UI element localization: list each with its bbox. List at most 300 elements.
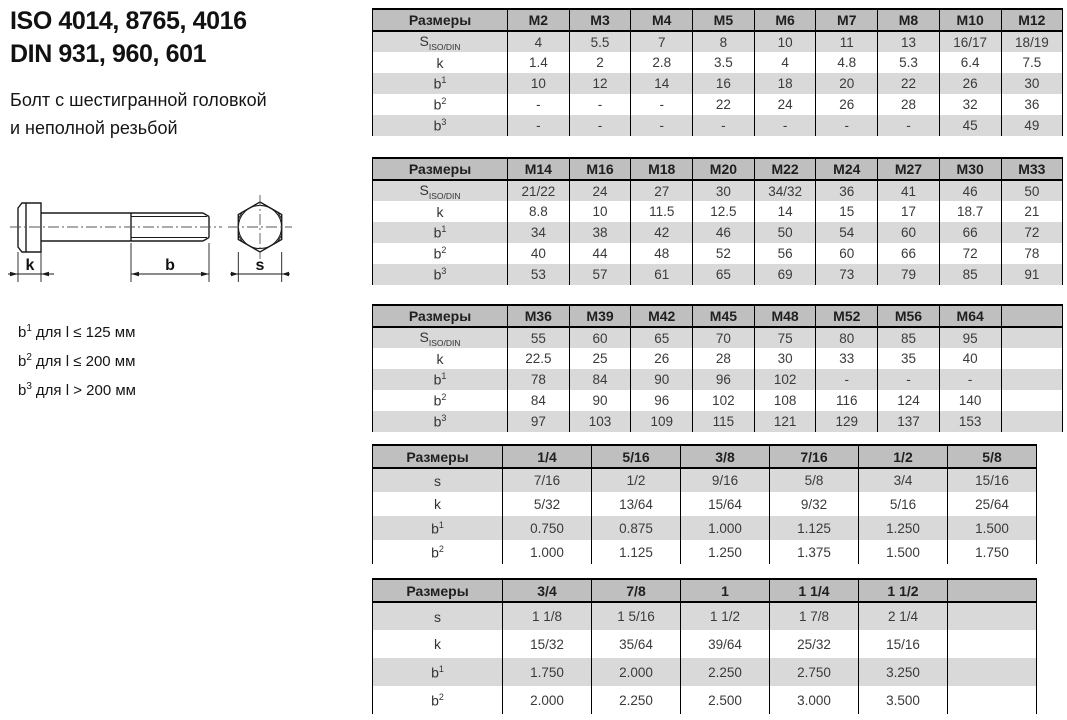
value-cell: 21/22	[508, 180, 570, 201]
size-column-header: M64	[939, 305, 1001, 327]
dim-table-metric-m36-m64	[372, 304, 1063, 432]
value-cell: 85	[939, 264, 1001, 285]
value-cell: 22.5	[508, 348, 570, 369]
footnote-text: для l ≤ 125 мм	[35, 324, 136, 341]
header-row	[373, 9, 1063, 31]
size-column-header: M20	[693, 158, 755, 180]
row-label: $b^2$	[373, 540, 503, 564]
value-cell: 115	[693, 411, 755, 432]
value-cell: 2.750	[770, 658, 859, 686]
size-column-header: 7/8	[592, 579, 681, 602]
table-row	[373, 630, 1037, 658]
value-cell: 12	[569, 73, 631, 94]
value-cell: 42	[631, 222, 693, 243]
value-cell: 84	[508, 390, 570, 411]
value-cell: 3.000	[770, 686, 859, 714]
size-column-header: M12	[1001, 9, 1063, 31]
size-column-header: M2	[508, 9, 570, 31]
value-cell: 129	[816, 411, 878, 432]
value-cell: -	[631, 94, 693, 115]
value-cell: 96	[631, 390, 693, 411]
din-standards-title: DIN 931, 960, 601	[10, 40, 207, 68]
value-cell: 6.4	[939, 52, 1001, 73]
header-row	[373, 305, 1063, 327]
value-cell: 85	[878, 327, 940, 348]
value-cell: 17	[878, 201, 940, 222]
value-cell: 10	[508, 73, 570, 94]
value-cell: 70	[693, 327, 755, 348]
value-cell: 91	[1001, 264, 1063, 285]
value-cell: 16	[693, 73, 755, 94]
iso-standards-title: ISO 4014, 8765, 4016	[10, 7, 247, 35]
footnote-text: для l ≤ 200 мм	[35, 353, 136, 370]
value-cell: 15/16	[948, 468, 1037, 492]
value-cell: 14	[631, 73, 693, 94]
value-cell: 1.500	[948, 516, 1037, 540]
value-cell: 2 1/4	[859, 602, 948, 630]
size-column-header: M10	[939, 9, 1001, 31]
table-row	[373, 52, 1063, 73]
value-cell: 1 5/16	[592, 602, 681, 630]
table-row	[373, 390, 1063, 411]
footnote-sup: 2	[26, 352, 32, 363]
row-label: k	[373, 492, 503, 516]
value-cell: 72	[939, 243, 1001, 264]
value-cell: 34	[508, 222, 570, 243]
size-column-header: M30	[939, 158, 1001, 180]
header-row	[373, 445, 1037, 468]
value-cell: 8.8	[508, 201, 570, 222]
value-cell: 22	[878, 73, 940, 94]
row-label: $b^1$	[373, 222, 508, 243]
value-cell: 2.500	[681, 686, 770, 714]
table-row	[373, 492, 1037, 516]
table-row	[373, 369, 1063, 390]
value-cell: 109	[631, 411, 693, 432]
table-row	[373, 222, 1063, 243]
value-cell: 10	[754, 31, 816, 52]
size-column-header: M45	[693, 305, 755, 327]
value-cell: 26	[816, 94, 878, 115]
value-cell: 0.875	[592, 516, 681, 540]
row-label: $S_{ISO/DIN}$	[373, 31, 508, 52]
value-cell: 1.750	[503, 658, 592, 686]
value-cell: 44	[569, 243, 631, 264]
size-column-header: M39	[569, 305, 631, 327]
value-cell: 5/8	[770, 468, 859, 492]
value-cell: 57	[569, 264, 631, 285]
dim-table-inch-1-4-to-5-8	[372, 444, 1037, 564]
row-label: $b^2$	[373, 94, 508, 115]
value-cell: 26	[939, 73, 1001, 94]
size-column-header: M14	[508, 158, 570, 180]
value-cell: 38	[569, 222, 631, 243]
info-panel	[10, 5, 360, 142]
value-cell: 5.5	[569, 31, 631, 52]
value-cell: 65	[631, 327, 693, 348]
value-cell: 55	[508, 327, 570, 348]
value-cell: 90	[569, 390, 631, 411]
row-label: $S_{ISO/DIN}$	[373, 180, 508, 201]
value-cell: 53	[508, 264, 570, 285]
value-cell: 28	[693, 348, 755, 369]
size-column-header: M56	[878, 305, 940, 327]
value-cell: 102	[754, 369, 816, 390]
footnote-symbol: b	[18, 353, 27, 370]
value-cell: 5/32	[503, 492, 592, 516]
size-column-header: 3/4	[503, 579, 592, 602]
value-cell: 4	[754, 52, 816, 73]
value-cell: 9/16	[681, 468, 770, 492]
value-cell: 2.250	[592, 686, 681, 714]
table-row	[373, 31, 1063, 52]
value-cell: 60	[878, 222, 940, 243]
value-cell: 1.500	[859, 540, 948, 564]
footnote-sup: 3	[26, 381, 32, 392]
value-cell: 35/64	[592, 630, 681, 658]
value-cell: -	[569, 115, 631, 136]
table-row	[373, 602, 1037, 630]
size-column-header: M3	[569, 9, 631, 31]
value-cell: 1 1/2	[681, 602, 770, 630]
size-column-header: M18	[631, 158, 693, 180]
row-label: s	[373, 602, 503, 630]
size-column-header: 1/2	[859, 445, 948, 468]
value-cell: 15/64	[681, 492, 770, 516]
size-column-header: M42	[631, 305, 693, 327]
value-cell	[1001, 327, 1063, 348]
value-cell: 1.125	[592, 540, 681, 564]
dim-label-s: s	[255, 257, 265, 274]
value-cell: 80	[816, 327, 878, 348]
value-cell: 69	[754, 264, 816, 285]
size-column-header: 1/4	[503, 445, 592, 468]
row-label-column-header: Размеры	[373, 579, 503, 602]
footnote-symbol: b	[18, 324, 27, 341]
value-cell: 140	[939, 390, 1001, 411]
value-cell: 3.5	[693, 52, 755, 73]
value-cell: 3/4	[859, 468, 948, 492]
value-cell: -	[878, 115, 940, 136]
value-cell: 36	[816, 180, 878, 201]
value-cell: 15	[816, 201, 878, 222]
value-cell: 30	[754, 348, 816, 369]
value-cell: 72	[1001, 222, 1063, 243]
value-cell: 21	[1001, 201, 1063, 222]
bolt-technical-drawing	[6, 190, 316, 300]
value-cell: 7.5	[1001, 52, 1063, 73]
value-cell: 15/32	[503, 630, 592, 658]
value-cell: 65	[693, 264, 755, 285]
value-cell: 48	[631, 243, 693, 264]
value-cell: 2.000	[503, 686, 592, 714]
value-cell: 10	[569, 201, 631, 222]
value-cell: 46	[693, 222, 755, 243]
value-cell: 2.8	[631, 52, 693, 73]
dim-table-inch-3-4-to-1-1-2	[372, 578, 1037, 714]
footnote-sup: 1	[26, 323, 32, 334]
table-row	[373, 327, 1063, 348]
value-cell: 96	[693, 369, 755, 390]
value-cell: 4.8	[816, 52, 878, 73]
product-description-line2: и неполной резьбой	[10, 118, 178, 138]
value-cell: 3.250	[859, 658, 948, 686]
value-cell	[948, 630, 1037, 658]
table-row	[373, 468, 1037, 492]
value-cell: 1.375	[770, 540, 859, 564]
value-cell: 13/64	[592, 492, 681, 516]
value-cell: 14	[754, 201, 816, 222]
value-cell: -	[816, 115, 878, 136]
row-label: s	[373, 468, 503, 492]
row-label: $b^1$	[373, 658, 503, 686]
value-cell: 18.7	[939, 201, 1001, 222]
value-cell: -	[569, 94, 631, 115]
table-row	[373, 411, 1063, 432]
footnote-text: для l > 200 мм	[35, 382, 136, 399]
size-column-header: M7	[816, 9, 878, 31]
value-cell: 4	[508, 31, 570, 52]
dimension-lines	[8, 243, 290, 282]
table-row	[373, 348, 1063, 369]
row-label: $b^1$	[373, 516, 503, 540]
row-label: $b^2$	[373, 686, 503, 714]
row-label: $b^1$	[373, 73, 508, 94]
value-cell: -	[631, 115, 693, 136]
value-cell: 56	[754, 243, 816, 264]
value-cell: 75	[754, 327, 816, 348]
value-cell: -	[693, 115, 755, 136]
value-cell: 30	[693, 180, 755, 201]
value-cell: 90	[631, 369, 693, 390]
size-column-header: M24	[816, 158, 878, 180]
table-row	[373, 94, 1063, 115]
value-cell: 124	[878, 390, 940, 411]
value-cell: 3.500	[859, 686, 948, 714]
dim-label-k: k	[25, 257, 35, 274]
size-column-header	[948, 579, 1037, 602]
value-cell: 46	[939, 180, 1001, 201]
value-cell: 9/32	[770, 492, 859, 516]
value-cell: 1.000	[681, 516, 770, 540]
value-cell: 27	[631, 180, 693, 201]
table-row	[373, 540, 1037, 564]
value-cell: 8	[693, 31, 755, 52]
size-column-header: 3/8	[681, 445, 770, 468]
value-cell: 45	[939, 115, 1001, 136]
value-cell: 33	[816, 348, 878, 369]
value-cell: 78	[1001, 243, 1063, 264]
table-row	[373, 115, 1063, 136]
value-cell: 2	[569, 52, 631, 73]
value-cell: 116	[816, 390, 878, 411]
table-row	[373, 180, 1063, 201]
value-cell: 34/32	[754, 180, 816, 201]
value-cell: 84	[569, 369, 631, 390]
footnote-b2	[18, 345, 136, 374]
value-cell: 2.250	[681, 658, 770, 686]
value-cell: 30	[1001, 73, 1063, 94]
value-cell: 1.750	[948, 540, 1037, 564]
centerlines	[10, 195, 292, 259]
value-cell: 7	[631, 31, 693, 52]
value-cell: 1.4	[508, 52, 570, 73]
size-column-header: 5/8	[948, 445, 1037, 468]
dim-table-metric-m2-m12	[372, 8, 1063, 136]
value-cell: 60	[569, 327, 631, 348]
size-column-header: M16	[569, 158, 631, 180]
value-cell: -	[939, 369, 1001, 390]
product-description-line1: Болт с шестигранной головкой	[10, 90, 267, 110]
value-cell: 54	[816, 222, 878, 243]
size-column-header: M6	[754, 9, 816, 31]
value-cell: 11.5	[631, 201, 693, 222]
bolt-side-view	[18, 203, 209, 252]
value-cell: -	[754, 115, 816, 136]
dim-table-metric-m14-m33	[372, 157, 1063, 285]
value-cell: 13	[878, 31, 940, 52]
value-cell: 40	[939, 348, 1001, 369]
table-row	[373, 201, 1063, 222]
value-cell: 25	[569, 348, 631, 369]
row-label-column-header: Размеры	[373, 305, 508, 327]
table-row	[373, 516, 1037, 540]
size-column-header: 1 1/4	[770, 579, 859, 602]
size-column-header: 7/16	[770, 445, 859, 468]
value-cell: 25/32	[770, 630, 859, 658]
value-cell: 61	[631, 264, 693, 285]
product-description	[10, 86, 360, 142]
size-column-header	[1001, 305, 1063, 327]
value-cell: 18	[754, 73, 816, 94]
value-cell: 20	[816, 73, 878, 94]
size-column-header: M4	[631, 9, 693, 31]
value-cell: 1.125	[770, 516, 859, 540]
value-cell	[1001, 348, 1063, 369]
row-label: $b^2$	[373, 243, 508, 264]
value-cell: 39/64	[681, 630, 770, 658]
value-cell: 36	[1001, 94, 1063, 115]
size-column-header: M36	[508, 305, 570, 327]
row-label-column-header: Размеры	[373, 158, 508, 180]
value-cell: 1 1/8	[503, 602, 592, 630]
value-cell: 73	[816, 264, 878, 285]
value-cell	[1001, 411, 1063, 432]
size-column-header: M33	[1001, 158, 1063, 180]
value-cell: 32	[939, 94, 1001, 115]
value-cell: 35	[878, 348, 940, 369]
value-cell	[948, 686, 1037, 714]
row-label: $S_{ISO/DIN}$	[373, 327, 508, 348]
value-cell: 22	[693, 94, 755, 115]
value-cell: 103	[569, 411, 631, 432]
row-label: k	[373, 201, 508, 222]
size-column-header: 1 1/2	[859, 579, 948, 602]
value-cell: 79	[878, 264, 940, 285]
value-cell: 52	[693, 243, 755, 264]
value-cell: 0.750	[503, 516, 592, 540]
value-cell: -	[508, 94, 570, 115]
value-cell: 2.000	[592, 658, 681, 686]
size-column-header: M48	[754, 305, 816, 327]
header-row	[373, 158, 1063, 180]
value-cell: 50	[1001, 180, 1063, 201]
value-cell: 1/2	[592, 468, 681, 492]
value-cell: 24	[569, 180, 631, 201]
value-cell: 12.5	[693, 201, 755, 222]
row-label: k	[373, 348, 508, 369]
value-cell: 5.3	[878, 52, 940, 73]
header-row	[373, 579, 1037, 602]
value-cell	[948, 602, 1037, 630]
value-cell	[1001, 369, 1063, 390]
value-cell: 95	[939, 327, 1001, 348]
value-cell: 66	[939, 222, 1001, 243]
value-cell: 24	[754, 94, 816, 115]
row-label-column-header: Размеры	[373, 445, 503, 468]
value-cell: 50	[754, 222, 816, 243]
value-cell: 121	[754, 411, 816, 432]
value-cell: 102	[693, 390, 755, 411]
value-cell: 18/19	[1001, 31, 1063, 52]
size-column-header: 1	[681, 579, 770, 602]
value-cell: 28	[878, 94, 940, 115]
value-cell: 16/17	[939, 31, 1001, 52]
table-row	[373, 658, 1037, 686]
table-row	[373, 73, 1063, 94]
row-label: $b^3$	[373, 115, 508, 136]
value-cell: 1.250	[859, 516, 948, 540]
size-column-header: 5/16	[592, 445, 681, 468]
value-cell: 25/64	[948, 492, 1037, 516]
value-cell: 97	[508, 411, 570, 432]
value-cell: 78	[508, 369, 570, 390]
value-cell: 7/16	[503, 468, 592, 492]
footnote-symbol: b	[18, 382, 27, 399]
row-label: k	[373, 52, 508, 73]
size-column-header: M5	[693, 9, 755, 31]
value-cell: 1.000	[503, 540, 592, 564]
value-cell: 66	[878, 243, 940, 264]
row-label: $b^1$	[373, 369, 508, 390]
value-cell: -	[816, 369, 878, 390]
footnote-b1	[18, 316, 136, 345]
row-label-column-header: Размеры	[373, 9, 508, 31]
size-column-header: M22	[754, 158, 816, 180]
value-cell: 40	[508, 243, 570, 264]
row-label: $b^2$	[373, 390, 508, 411]
value-cell: 15/16	[859, 630, 948, 658]
dim-label-b: b	[165, 257, 175, 274]
table-row	[373, 243, 1063, 264]
footnotes	[18, 316, 136, 403]
table-row	[373, 264, 1063, 285]
row-label: $b^3$	[373, 264, 508, 285]
value-cell	[1001, 390, 1063, 411]
value-cell: 49	[1001, 115, 1063, 136]
size-column-header: M8	[878, 9, 940, 31]
value-cell: 5/16	[859, 492, 948, 516]
value-cell	[948, 658, 1037, 686]
row-label: $b^3$	[373, 411, 508, 432]
value-cell: 1 7/8	[770, 602, 859, 630]
value-cell: -	[508, 115, 570, 136]
value-cell: 60	[816, 243, 878, 264]
value-cell: 41	[878, 180, 940, 201]
value-cell: -	[878, 369, 940, 390]
value-cell: 11	[816, 31, 878, 52]
value-cell: 153	[939, 411, 1001, 432]
